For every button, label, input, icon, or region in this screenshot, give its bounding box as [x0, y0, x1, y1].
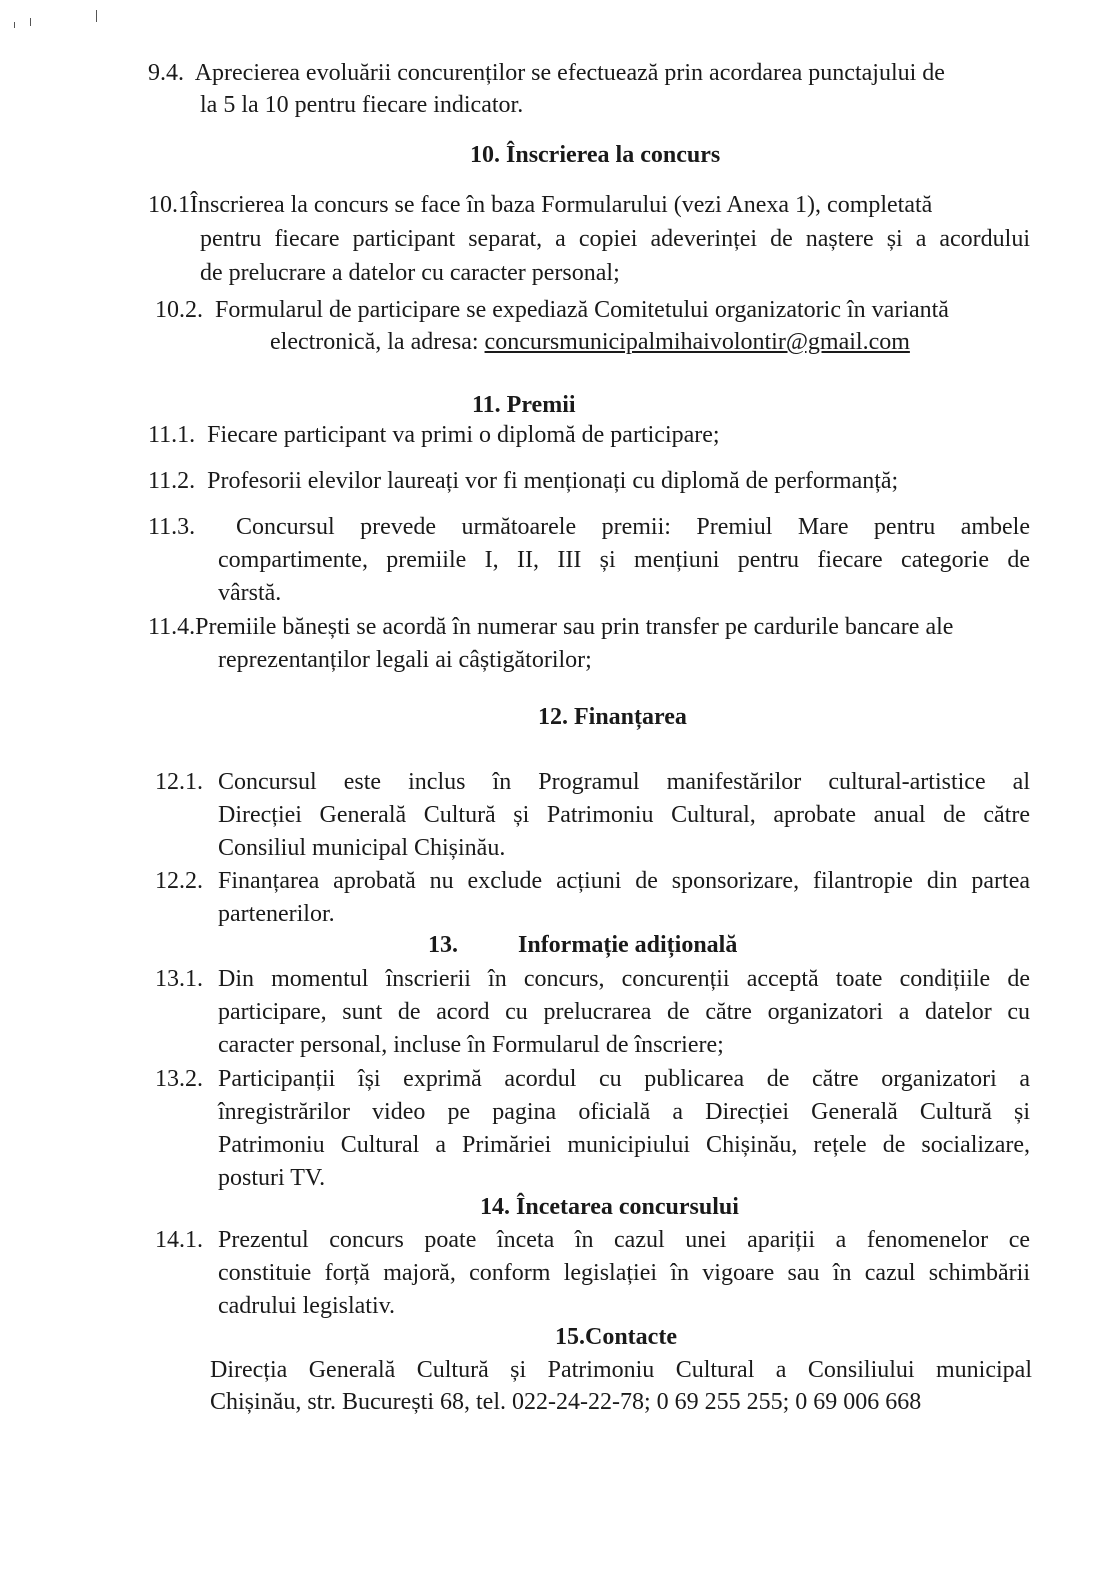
item-13-2-line-4: posturi TV.	[218, 1165, 326, 1191]
item-13-2-number: 13.2.	[155, 1066, 203, 1092]
item-14-1-line-1: Prezentul concurs poate înceta în cazul unei apariții a fenomenelor ce	[218, 1227, 1030, 1253]
item-12-1-number: 12.1.	[155, 769, 203, 795]
item-12-1-line-1: Concursul este inclus în Programul manifestărilor cultural-artistice al	[218, 769, 1030, 795]
item-14-1-line-3: cadrului legislativ.	[218, 1293, 396, 1319]
item-11-4-line-1: 11.4.Premiile bănești se acordă în numerar sau prin transfer pe cardurile bancare ale	[148, 614, 954, 640]
section-13-heading-number: 13.	[428, 932, 458, 958]
item-13-1-line-1: Din momentul înscrierii în concurs, concurenții acceptă toate condițiile de	[218, 966, 1030, 992]
section-15-heading: 15.Contacte	[555, 1324, 677, 1350]
section-14-heading: 14. Încetarea concursului	[480, 1194, 739, 1220]
section-11-heading: 11. Premii	[472, 392, 576, 418]
item-10-2-line-2: electronică, la adresa: concursmunicipalmihaivolontir@gmail.com	[270, 329, 910, 355]
item-11-3-line-2: compartimente, premiile I, II, III și mențiuni pentru fiecare categorie de	[218, 547, 1030, 573]
item-13-2-line-3: Patrimoniu Cultural a Primăriei municipiului Chișinău, rețele de socializare,	[218, 1132, 1030, 1158]
item-11-3-line-1: Concursul prevede următoarele premii: Premiul Mare pentru ambele	[236, 514, 1030, 540]
scan-speck	[96, 10, 97, 22]
item-11-2: 11.2. Profesorii elevilor laureați vor fi menționați cu diplomă de performanță;	[148, 468, 899, 494]
item-11-1: 11.1. Fiecare participant va primi o diplomă de participare;	[148, 422, 720, 448]
contacts-line-1: Direcția Generală Cultură și Patrimoniu Cultural a Consiliului municipal	[210, 1357, 1032, 1383]
item-14-1-number: 14.1.	[155, 1227, 203, 1253]
scan-speck	[30, 18, 31, 26]
item-10-2-line-1: 10.2. Formularul de participare se expediază Comitetului organizatoric în variantă	[155, 297, 949, 323]
item-12-2-number: 12.2.	[155, 868, 203, 894]
item-13-1-line-2: participare, sunt de acord cu prelucrarea de către organizatori a datelor cu	[218, 999, 1030, 1025]
item-11-3-number: 11.3.	[148, 514, 196, 540]
item-11-3-line-3: vârstă.	[218, 580, 282, 606]
section-10-heading: 10. Înscrierea la concurs	[470, 142, 721, 168]
item-9-4-line-2: la 5 la 10 pentru fiecare indicator.	[200, 92, 524, 118]
section-13-heading: Informație adițională	[518, 932, 738, 958]
scan-speck	[14, 22, 15, 28]
item-11-4-line-2: reprezentanților legali ai câștigătorilor;	[218, 647, 592, 673]
item-12-2-line-1: Finanțarea aprobată nu exclude acțiuni de sponsorizare, filantropie din partea	[218, 868, 1030, 894]
item-13-1-line-3: caracter personal, incluse în Formularul de înscriere;	[218, 1032, 724, 1058]
item-13-2-line-1: Participanții își exprimă acordul cu publicarea de către organizatori a	[218, 1066, 1030, 1092]
section-12-heading: 12. Finanțarea	[538, 704, 687, 730]
item-10-1-line-3: de prelucrare a datelor cu caracter personal;	[200, 260, 620, 286]
item-12-2-line-2: partenerilor.	[218, 901, 335, 927]
contacts-line-2: Chișinău, str. București 68, tel. 022-24-22-78; 0 69 255 255; 0 69 006 668	[210, 1389, 922, 1415]
item-10-1-line-2: pentru fiecare participant separat, a copiei adeverinței de naștere și a acordului	[200, 226, 1030, 252]
item-14-1-line-2: constituie forță majoră, conform legislației în vigoare sau în cazul schimbării	[218, 1260, 1030, 1286]
item-12-1-line-2: Direcției Generală Cultură și Patrimoniu Cultural, aprobate anual de către	[218, 802, 1030, 828]
item-13-2-line-2: înregistrărilor video pe pagina oficială a Direcției Generală Cultură și	[218, 1099, 1030, 1125]
item-9-4-line-1: 9.4. Aprecierea evoluării concurenților se efectuează prin acordarea punctajului de	[148, 60, 945, 86]
item-12-1-line-3: Consiliul municipal Chișinău.	[218, 835, 506, 861]
item-10-1-line-1: 10.1Înscrierea la concurs se face în baza Formularului (vezi Anexa 1), completată	[148, 192, 933, 218]
email-link[interactable]: concursmunicipalmihaivolontir@gmail.com	[484, 329, 910, 355]
item-13-1-number: 13.1.	[155, 966, 203, 992]
